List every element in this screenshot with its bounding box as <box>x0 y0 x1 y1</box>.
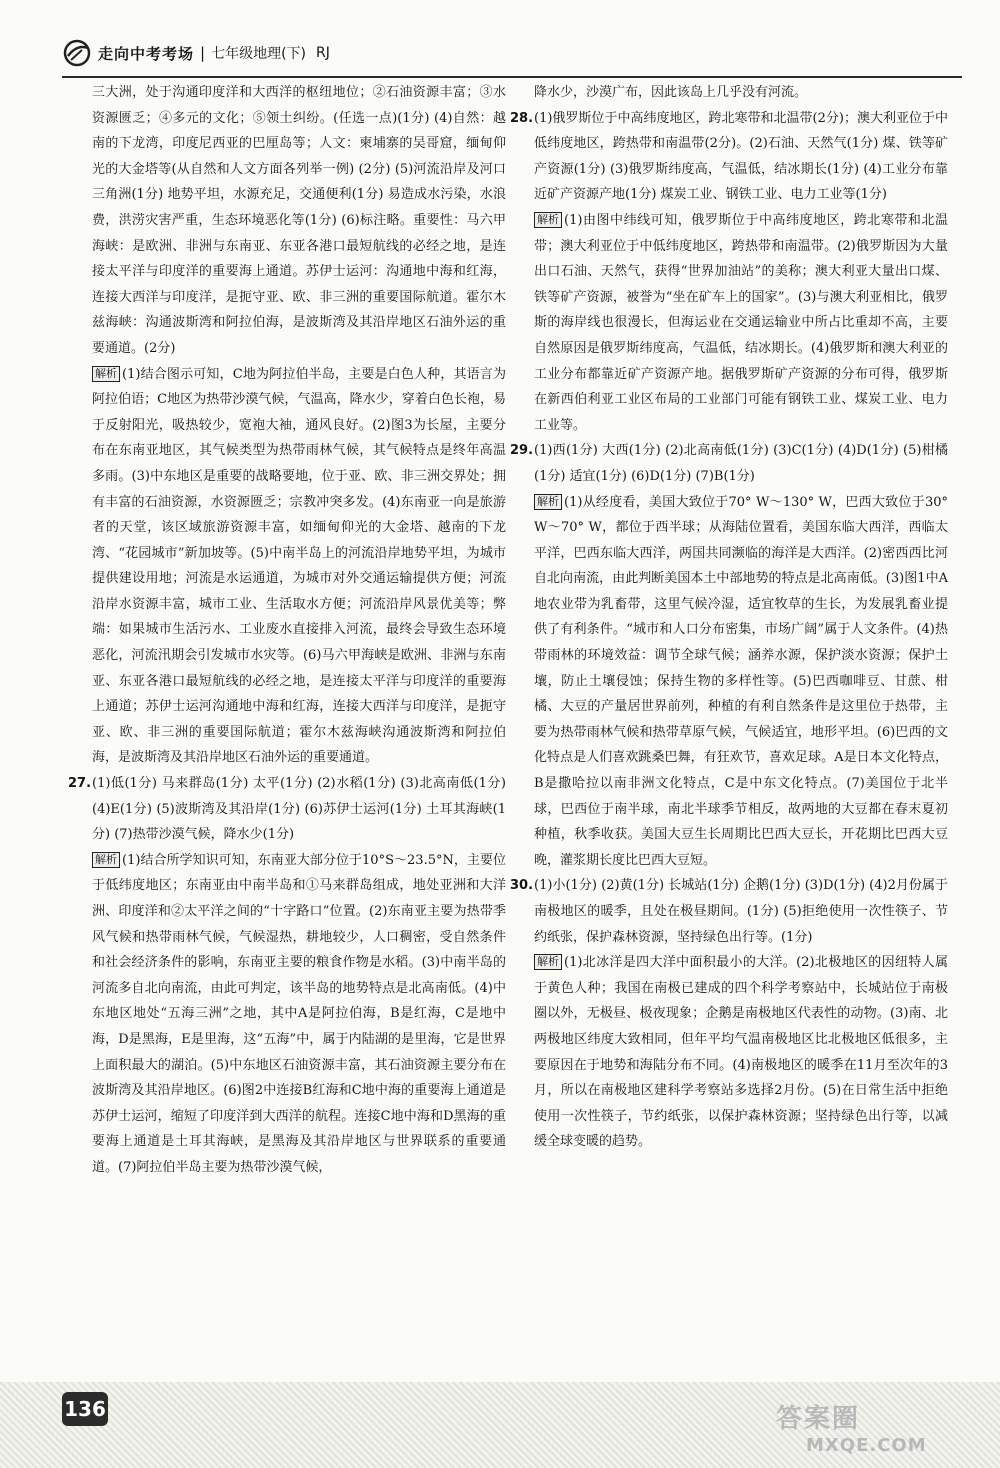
analysis-29 <box>520 490 948 874</box>
question-number: 29. <box>510 443 534 459</box>
answer-27-text: (1)低(1分) 马来群岛(1分) 太平(1分) (2)水稻(1分) (3)北高南低(1分) (4)E(1分) (5)波斯湾及其沿岸(1分) (6)苏伊士运河(1分) 土耳其海峡(1分) (7)热带沙漠气候，降水少(1分) <box>92 776 506 843</box>
analysis-tag: 解析 <box>92 852 120 868</box>
answer-30-text: (1)小(1分) (2)黄(1分) 长城站(1分) 企鹅(1分) (3)D(1分) (4)2月份属于南极地区的暖季，且处在极昼期间。(1分) (5)拒绝使用一次性筷子、节约纸张，保护森林资源，坚持绿色出行等。(1分) <box>534 878 948 945</box>
page-number: 136 <box>62 1392 108 1426</box>
watermark-url: MXQE.COM <box>806 1435 927 1456</box>
analysis-30 <box>520 950 948 1155</box>
edition-label: RJ <box>316 45 330 61</box>
right-column <box>510 80 948 1370</box>
analysis-27 <box>78 848 506 1181</box>
analysis-tag: 解析 <box>534 954 562 970</box>
answer-28 <box>510 106 948 208</box>
analysis-tag: 解析 <box>534 212 562 228</box>
subject-title: 七年级地理(下) <box>211 46 307 62</box>
header-separator: | <box>200 44 206 62</box>
series-title: 走向中考考场 <box>98 44 195 63</box>
analysis-27-continued: 降水少，沙漠广布，因此该岛上几乎没有河流。 <box>534 85 808 100</box>
answer-29 <box>510 438 948 489</box>
analysis-26 <box>78 362 506 772</box>
analysis-26-text: (1)结合图示可知，C地为阿拉伯半岛，主要是白色人种，其语言为阿拉伯语；C地区为热带沙漠气候，气温高，降水少，穿着白色长袍，易于反射阳光，吸热较少，宽袍大袖，通风良好。(2)图3为长屋，主要分布在东南亚地区，其气候类型为热带雨林气候，其气候特点是终年高温多雨。(3)中东地区是重要的战略要地，位于亚、欧、非三洲交界处；拥有丰富的石油资源，水资源匮乏；宗教冲突多发。(4)东南亚一向是旅游者的天堂，该区域旅游资源丰富，如缅甸仰光的大金塔、越南的下龙湾、“花园城市”新加坡等。(5)中南半岛上的河流沿岸地势平坦，为城市提供建设用地；河流是水运通道，为城市对外交通运输提供方便；河流沿岸水资源丰富，城市工业、生活取水方便；河流沿岸风景优美等；弊端：如果城市生活污水、工业废水直接排入河流，最终会导致生态环境恶化，河流汛期会引发城市水灾等。(6)马六甲海峡是欧洲、非洲与东南亚、东亚各港口最短航线的必经之地，是连接太平洋与印度洋的重要海上通道；苏伊士运河沟通地中海和红海，连接大西洋与印度洋，是扼守亚、欧、非三洲的重要国际航道；霍尔木兹海峡沟通波斯湾和阿拉伯海，是波斯湾及其沿岸地区石油外运的重要通道。 <box>92 366 506 766</box>
answer-26-continued: 三大洲，处于沟通印度洋和大西洋的枢纽地位；②石油资源丰富；③水资源匮乏；④多元的文化；⑤领土纠纷。(任选一点)(1分) (4)自然：越南的下龙湾，印度尼西亚的巴厘岛等；人文：柬埔寨的吴哥窟，缅甸仰光的大金塔等(从自然和人文方面各列举一例) (2分) (5)河流沿岸及河口三角洲(1分) 地势平坦，水源充足，交通便利(1分) 易造成水污染，水浪费，洪涝灾害严重，生态环境恶化等(1分) (6)标注略。重要性：马六甲海峡：是欧洲、非洲与东南亚、东亚各港口最短航线的必经之地，是连接太平洋与印度洋的重要海上通道。苏伊士运河：沟通地中海和红海，连接大西洋与印度洋，是扼守亚、欧、非三洲的重要国际航道。霍尔木兹海峡：沟通波斯湾和阿拉伯海，是波斯湾及其沿岸地区石油外运的重要通道。(2分) <box>92 85 506 356</box>
answer-27 <box>68 771 506 848</box>
analysis-29-text: (1)从经度看，美国大致位于70° W～130° W，巴西大致位于30° W～70° W，都位于西半球；从海陆位置看，美国东临大西洋，西临太平洋，巴西东临大西洋，两国共同濒临的海洋是大西洋。(2)密西西比河自北向南流，由此判断美国本土中部地势的特点是北高南低。(3)图1中A地农业带为乳畜带，这里气候冷湿，适宜牧草的生长，为发展乳畜业提供了有利条件。“城市和人口分布密集，市场广阔”属于人文条件。(4)热带雨林的环境效益：调节全球气候；涵养水源，保护淡水资源；保护土壤，防止土壤侵蚀；保持生物的多样性等。(5)巴西咖啡豆、甘蔗、柑橘、大豆的产量居世界前列，种植的有利自然条件是这里位于热带，主要为热带雨林气候和热带草原气候，气候适宜，地形平坦。(6)巴西的文化特点是人们喜欢跳桑巴舞，有狂欢节，喜欢足球。A是日本文化特点，B是撒哈拉以南非洲文化特点，C是中东文化特点。(7)美国位于北半球，巴西位于南半球，南北半球季节相反，故两地的大豆都在春末夏初种植，秋季收获。美国大豆生长周期比巴西大豆长，开花期比巴西大豆晚，灌浆期长度比巴西大豆短。 <box>534 494 948 868</box>
analysis-tag: 解析 <box>534 494 562 510</box>
analysis-30-text: (1)北冰洋是四大洋中面积最小的大洋。(2)北极地区的因纽特人属于黄色人种；我国在南极已建成的四个科学考察站中，长城站位于南极圈以外，无极昼、极夜现象；企鹅是南极地区代表性的动物。(3)南、北两极地区纬度大致相同，但年平均气温南极地区比北极地区低很多，主要原因在于地势和海陆分布不同。(4)南极地区的暖季在11月至次年的3月，所以在南极地区建科学考察站多选择2月份。(5)在日常生活中拒绝使用一次性筷子，节约纸张，以保护森林资源；坚持绿色出行等，以减缓全球变暖的趋势。 <box>534 955 948 1150</box>
question-number: 28. <box>510 110 534 126</box>
answer-28-text: (1)俄罗斯位于中高纬度地区，跨北寒带和北温带(2分)；澳大利亚位于中低纬度地区，跨热带和南温带(2分)。(2)石油、天然气(1分) 煤、铁等矿产资源(1分) (3)俄罗斯纬度高，气温低，结冰期长(1分) (4)工业分布靠近矿产资源产地(1分) 煤炭工业、钢铁工业、电力工业等(1分) <box>534 110 948 203</box>
watermark <box>776 1398 976 1462</box>
answer-29-text: (1)西(1分) 大西(1分) (2)北高南低(1分) (3)C(1分) (4)D(1分) (5)柑橘(1分) 适宜(1分) (6)D(1分) (7)B(1分) <box>534 443 948 484</box>
question-number: 27. <box>68 776 92 792</box>
analysis-28 <box>520 208 948 438</box>
book-logo-icon <box>62 38 92 68</box>
analysis-tag: 解析 <box>92 366 120 382</box>
answer-30 <box>510 873 948 950</box>
page-header <box>62 30 962 78</box>
analysis-27-text: (1)结合所学知识可知，东南亚大部分位于10°S～23.5°N，主要位于低纬度地区；东南亚由中南半岛和①马来群岛组成，地处亚洲和大洋洲、印度洋和②太平洋之间的“十字路口”位置。(2)东南亚主要为热带季风气候和热带雨林气候，气候湿热，耕地较少，人口稠密，受自然条件和社会经济条件的影响，东南亚主要的粮食作物是水稻。(3)中南半岛的河流多自北向南流，由此可判定，该半岛的地势特点是北高南低。(4)中东地区地处“五海三洲”之地，其中A是阿拉伯海，B是红海，C是地中海，D是黑海，E是里海，这“五海”中，属于内陆湖的是里海，它是世界上面积最大的湖泊。(5)中东地区石油资源丰富，其石油资源主要分布在波斯湾及其沿岸地区。(6)图2中连接B红海和C地中海的重要海上通道是苏伊士运河，缩短了印度洋到大西洋的航程。连接C地中海和D黑海的重要海上通道是土耳其海峡，是黑海及其沿岸地区与世界联系的重要通道。(7)阿拉伯半岛主要为热带沙漠气候， <box>92 852 506 1175</box>
left-column <box>68 80 506 1370</box>
question-number: 30. <box>510 878 534 894</box>
analysis-28-text: (1)由图中纬线可知，俄罗斯位于中高纬度地区，跨北寒带和北温带；澳大利亚位于中低纬度地区，跨热带和南温带。(2)俄罗斯因为大量出口石油、天然气，获得“世界加油站”的美称；澳大利亚大量出口煤、铁等矿产资源，被誉为“坐在矿车上的国家”。(3)与澳大利亚相比，俄罗斯的海岸线也很漫长，但海运业在交通运输业中所占比重却不高，主要自然原因是俄罗斯纬度高，气温低，结冰期长。(4)俄罗斯和澳大利亚的工业分布都靠近矿产资源产地。据俄罗斯矿产资源的分布可得，俄罗斯在新西伯利亚工业区布局的工业部门可能有钢铁工业、煤炭工业、电力工业等。 <box>534 212 948 433</box>
watermark-title: 答案圈 <box>776 1404 861 1434</box>
